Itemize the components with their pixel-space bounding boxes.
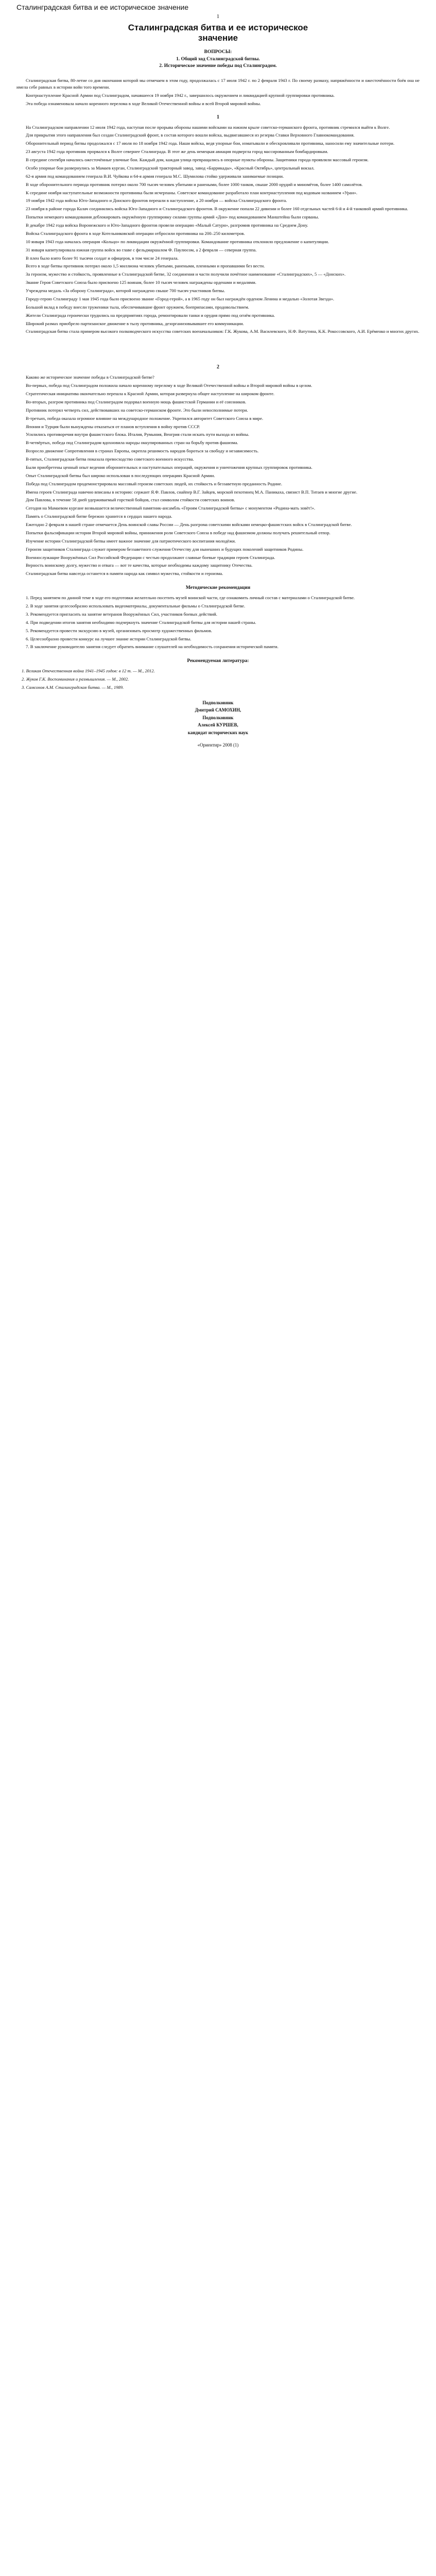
section-2-paragraph: Попытки фальсификации истории Второй мировой войны, принижения роли Советского Союза в победе над фашизмом должны получать решительный отпор. bbox=[26, 530, 330, 535]
section-2-paragraph: Верность воинскому долгу, мужество и отвага — вот те качества, которые необходимы каждому защитнику Отечества. bbox=[26, 563, 253, 568]
section-1-paragraph: Учреждена медаль «За оборону Сталинграда», которой награждено свыше 700 тысяч участников битвы. bbox=[26, 288, 225, 294]
section-1-paragraph: 31 января капитулировала южная группа войск во главе с фельдмаршалом Ф. Паулюсом, а 2 февраля — северная группа. bbox=[26, 247, 257, 252]
section-1-paragraph: Особо упорные бои развернулись за Мамаев курган, Сталинградский тракторный завод, завод «Баррикады», «Красный Октябрь», центральный вокзал. bbox=[26, 165, 315, 171]
literature-list bbox=[16, 668, 420, 691]
signature-line: Дмитрий САМОХИН, bbox=[195, 707, 241, 713]
section-2-paragraph: Сталинградская битва навсегда останется в памяти народа как символ мужества, стойкости и героизма. bbox=[26, 571, 223, 577]
section-2-paragraph: В-пятых, Сталинградская битва показала превосходство советского военного искусства. bbox=[26, 456, 194, 462]
methodical-paragraph: 5. Рекомендуется провести экскурсию в музей, организовать просмотр художественных фильмов. bbox=[26, 628, 212, 633]
section-1-paragraph: 23 ноября в районе города Калач соединились войска Юго-Западного и Сталинградского фронтов. В окружение попали 22 дивизии и более 160 отдельных частей 6-й и 4-й танковой армий противника. bbox=[26, 206, 408, 212]
section-2-paragraph: Опыт Сталинградской битвы был широко использован в последующих операциях Красной Армии. bbox=[26, 472, 215, 478]
section-1-paragraph: 19 ноября 1942 года войска Юго-Западного и Донского фронтов перешли в наступление, а 20 ноября — войска Сталинградского фронта. bbox=[26, 198, 287, 204]
methodical-paragraph: 6. Целесообразно провести конкурс на лучшее знание истории Сталинградской битвы. bbox=[26, 636, 191, 641]
section-2-paragraph: Память о Сталинградской битве бережно хранится в сердцах нашего народа. bbox=[26, 514, 172, 519]
intro-section bbox=[16, 77, 420, 107]
section-2-paragraph: Были приобретены ценный опыт ведения оборонительных и наступательных операций, окружения и уничтожения крупных группировок противника. bbox=[26, 464, 312, 470]
section-1-paragraph: За героизм, мужество и стойкость, проявленные в Сталинградской битве, 32 соединения и части получили почётное наименование «Сталинградских», 5 — «Донских». bbox=[26, 272, 346, 277]
section-1-paragraph: Широкий размах приобрело партизанское движение в тылу противника, дезорганизовывавшее его коммуникации. bbox=[26, 320, 244, 326]
section-1-paragraph: Попытки немецкого командования деблокировать окружённую группировку силами группы армий «Дон» под командованием Манштейна были сорваны. bbox=[26, 214, 319, 220]
section-1-paragraph: В середине сентября начались ожесточённые уличные бои. Каждый дом, каждая улица превращались в опорные пункты обороны. Защитники города проявляли массовый героизм. bbox=[26, 157, 369, 163]
question-item: 2. Историческое значение победы под Сталинградом. bbox=[159, 63, 277, 69]
section-2-paragraph: Имена героев Сталинграда навечно вписаны в историю: сержант Я.Ф. Павлов, снайпер В.Г. Зайцев, морской пехотинец М.А. Паникаха, связист В.П. Титаев и многие другие. bbox=[26, 489, 358, 495]
section-1-paragraph: Оборонительный период битвы продолжался с 17 июля по 18 ноября 1942 года. Наши войска, ведя упорные бои, изматывали и обескровливали противника, наносили ему значительные потери. bbox=[26, 141, 395, 146]
section-2-paragraph: Дом Павлова, в течение 58 дней удерживаемый горсткой бойцов, стал символом стойкости советских воинов. bbox=[26, 497, 235, 503]
question-item: 1. Общий ход Сталинградской битвы. bbox=[176, 56, 260, 62]
methodical-paragraph: 1. Перед занятием по данной теме в ходе его подготовки желательно посетить музей воинской части, где ознакомить личный состав с материалами о Сталинградской битве. bbox=[26, 595, 355, 601]
section-1-paragraph: Для прикрытия этого направления был создан Сталинградский фронт, в состав которого вошли войска, выдвигавшиеся из резерва Ставки Верховного Главнокомандования. bbox=[26, 132, 355, 138]
signature-block bbox=[16, 699, 420, 736]
section-1-paragraph: К середине ноября наступательные возможности противника были исчерпаны. Советское командование разработало план контрнаступления под кодовым названием «Уран». bbox=[26, 190, 358, 195]
section-2-paragraph: Победа под Сталинградом продемонстрировала массовый героизм советских людей, их стойкость и беззаветную преданность Родине. bbox=[26, 481, 283, 486]
footer-text: «Ориентир» 2008 (1) bbox=[197, 742, 239, 748]
section-2-paragraph: Стратегическая инициатива окончательно перешла к Красной Армии, которая развернула общее наступление на широком фронте. bbox=[26, 391, 275, 397]
literature-item: 1. Великая Отечественная война 1941–1945 годов: в 12 т. — М., 2012. bbox=[22, 668, 155, 674]
section-2-paragraph: Противник потерял четверть сил, действовавших на советско-германском фронте. Это были невосполнимые потери. bbox=[26, 407, 248, 413]
section-2-paragraph: Япония и Турция были вынуждены отказаться от планов вступления в войну против СССР. bbox=[26, 423, 200, 429]
section-2-paragraph: В-третьих, победа оказала огромное влияние на международное положение. Укрепился авторитет Советского Союза в мире. bbox=[26, 415, 264, 421]
section-2-paragraph: Сегодня на Мамаевом кургане возвышается величественный памятник-ансамбль «Героям Сталинградской битвы» с монументом «Родина-мать зовёт!». bbox=[26, 505, 316, 511]
section-2-paragraph: Военнослужащие Вооружённых Сил Российской Федерации с честью продолжают славные боевые традиции героев Сталинграда. bbox=[26, 554, 275, 560]
section-1-paragraph: Войска Сталинградского фронта в ходе Котельниковской операции отбросили противника на 200–250 километров. bbox=[26, 230, 245, 236]
section-2-paragraph: Возросло движение Сопротивления в странах Европы, окрепла решимость народов бороться за свободу и независимость. bbox=[26, 448, 259, 454]
questions-block bbox=[16, 49, 420, 70]
section-2-paragraph: Изучение истории Сталинградской битвы имеет важное значение для патриотического воспитания молодёжи. bbox=[26, 538, 236, 544]
literature-item: 2. Жуков Г.К. Воспоминания и размышления. — М., 2002. bbox=[22, 676, 129, 682]
section-2-paragraph: Во-вторых, разгром противника под Сталинградом подорвал военную мощь фашистской Германии и её союзников. bbox=[26, 399, 247, 404]
doc-title bbox=[16, 23, 420, 44]
section-1-paragraph: 10 января 1943 года началась операция «Кольцо» по ликвидации окружённой группировки. Командование противника отклонило предложение о капитуляции. bbox=[26, 239, 329, 244]
section-2-paragraph: В-четвёртых, победа под Сталинградом вдохновила народы оккупированных стран на борьбу против фашизма. bbox=[26, 440, 238, 446]
page-number: 1 bbox=[216, 13, 220, 20]
section-1 bbox=[16, 124, 420, 335]
doc-title-line2: значение bbox=[198, 33, 238, 43]
section-2-paragraph: Каково же историческое значение победы в Сталинградской битве? bbox=[26, 375, 154, 380]
intro-paragraph: Сталинградская битва, 80-летие со дня окончания которой мы отмечаем в этом году, продолжалась с 17 июля 1942 г. по 2 февраля 1943 г. По своему размаху, напряжённости и ожесточённости боёв она не имела себе равных в истории войн того времени. bbox=[16, 78, 420, 90]
section-2 bbox=[16, 374, 420, 577]
intro-paragraph: Контрнаступление Красной Армии под Сталинградом, начавшееся 19 ноября 1942 г., завершилось окружением и ликвидацией крупной группировки противника. bbox=[26, 92, 335, 98]
literature-item: 3. Самсонов А.М. Сталинградская битва. — М., 1989. bbox=[22, 685, 124, 690]
section-1-paragraph: Сталинградская битва стала примером высокого полководческого искусства советских военачальников: Г.К. Жукова, А.М. Василевского, Н.Ф. Ватутина, К.К. Рокоссовского, А.И. Ерёменко и многих других. bbox=[26, 329, 420, 334]
section-1-paragraph: 62-я армия под командованием генерала В.И. Чуйкова и 64-я армия генерала М.С. Шумилова стойко удерживали занимаемые позиции. bbox=[26, 173, 284, 179]
methodical-paragraph: 4. При подведении итогов занятия необходимо подчеркнуть значение Сталинградской битвы для истории нашей страны. bbox=[26, 619, 256, 625]
questions-heading: ВОПРОСЫ: bbox=[204, 49, 232, 55]
methodical-paragraph: 2. В ходе занятия целесообразно использовать видеоматериалы, документальные фильмы о Сталинградской битве. bbox=[26, 603, 246, 609]
literature-heading: Рекомендуемая литература: bbox=[187, 658, 249, 664]
section-2-paragraph: Усилились противоречия внутри фашистского блока. Италия, Румыния, Венгрия стали искать пути выхода из войны. bbox=[26, 432, 250, 437]
methodical-paragraph: 3. Рекомендуется пригласить на занятие ветеранов Вооружённых Сил, участников боевых действий. bbox=[26, 611, 217, 617]
methodical-heading: Методические рекомендации bbox=[185, 585, 251, 591]
section-1-paragraph: В декабре 1942 года войска Воронежского и Юго-Западного фронтов провели операцию «Малый Сатурн», разгромив противника на Среднем Дону. bbox=[26, 223, 308, 228]
intro-paragraph: Эта победа ознаменовала начало коренного перелома в ходе Великой Отечественной войны и всей Второй мировой войны. bbox=[26, 100, 261, 106]
section-1-paragraph: На Сталинградском направлении 12 июля 1942 года, наступая после прорыва обороны нашими войсками на южном крыле советско-германского фронта, противник стремился выйти к Волге. bbox=[26, 124, 390, 130]
methodical-paragraph: 7. В заключение руководителю занятия следует обратить внимание слушателей на необходимость сохранения исторической памяти. bbox=[26, 644, 278, 650]
section-1-paragraph: Жители Сталинграда героически трудились на предприятиях города, ремонтировали танки и орудия прямо под огнём противника. bbox=[26, 312, 275, 318]
window-title: Сталинградская битва и ее историческое значение bbox=[16, 3, 189, 11]
section-number-1: 1 bbox=[217, 114, 219, 120]
signature-line: Алексей КУРШЕВ, bbox=[198, 722, 238, 728]
section-2-paragraph: Героизм защитников Сталинграда служит примером беззаветного служения Отечеству для нынешних и будущих поколений защитников Родины. bbox=[26, 546, 304, 552]
doc-title-line1: Сталинградская битва и ее историческое bbox=[128, 23, 308, 32]
section-1-paragraph: 23 августа 1942 года противник прорвался к Волге севернее Сталинграда. В этот же день немецкая авиация подвергла город массированным бомбардировкам. bbox=[26, 149, 328, 155]
section-1-paragraph: Всего в ходе битвы противник потерял около 1,5 миллиона человек убитыми, ранеными, пленными и пропавшими без вести. bbox=[26, 263, 265, 269]
section-2-paragraph: Ежегодно 2 февраля в нашей стране отмечается День воинской славы России — День разгрома советскими войсками немецко-фашистских войск в Сталинградской битве. bbox=[26, 522, 352, 528]
section-1-paragraph: Большой вклад в победу внесли труженики тыла, обеспечивавшие фронт оружием, боеприпасами, продовольствием. bbox=[26, 304, 249, 310]
section-1-paragraph: В ходе оборонительного периода противник потерял около 700 тысяч человек убитыми и ранеными, более 1000 танков, свыше 2000 орудий и миномётов, более 1400 самолётов. bbox=[26, 181, 363, 187]
document-page bbox=[8, 0, 428, 751]
methodical-section bbox=[16, 595, 420, 650]
section-2-paragraph: Во-первых, победа под Сталинградом положила начало коренному перелому в ходе Великой Отечественной войны и Второй мировой войны в целом. bbox=[26, 383, 312, 388]
section-1-paragraph: Городу-герою Сталинграду 1 мая 1945 года было присвоено звание «Город-герой», а в 1965 году он был награждён орденом Ленина и медалью «Золотая Звезда». bbox=[26, 296, 335, 301]
section-1-paragraph: Звание Героя Советского Союза было присвоено 125 воинам, более 10 тысяч человек награждены орденами и медалями. bbox=[26, 280, 256, 285]
signature-line: кандидат исторических наук bbox=[187, 730, 249, 735]
signature-line: Подполковник bbox=[202, 715, 234, 720]
section-1-paragraph: В плен было взято более 91 тысячи солдат и офицеров, в том числе 24 генерала. bbox=[26, 255, 179, 261]
signature-line: Подполковник bbox=[202, 700, 234, 705]
section-number-2: 2 bbox=[217, 364, 219, 370]
